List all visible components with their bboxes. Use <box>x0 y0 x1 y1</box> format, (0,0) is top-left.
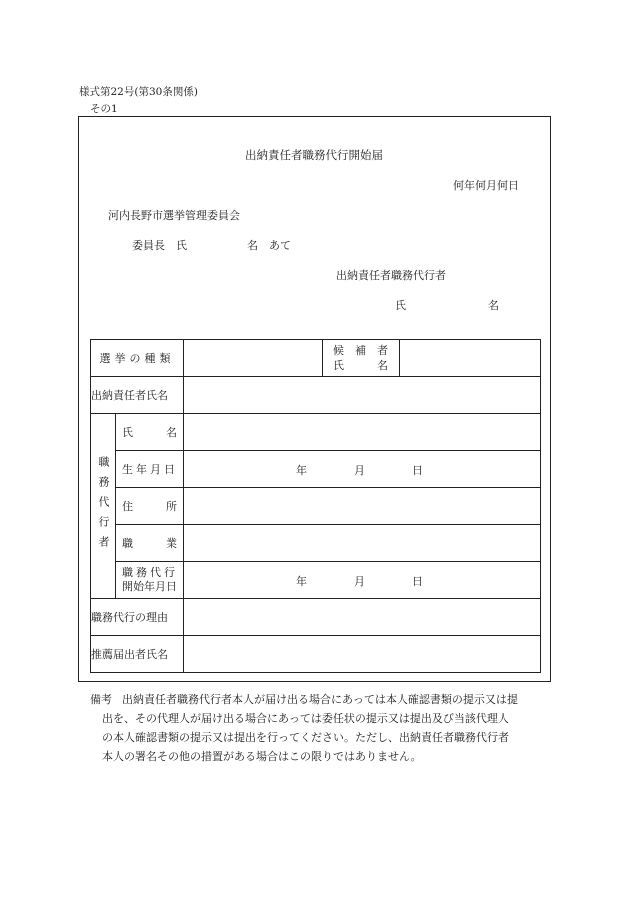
candidate-field[interactable] <box>400 340 541 377</box>
reason-field[interactable] <box>184 599 541 636</box>
row-treasurer <box>91 377 541 414</box>
agent-group-label: 職務代行者 <box>91 414 116 599</box>
row-agent-name <box>91 414 541 451</box>
submission-date: 何年何月何日 <box>453 179 519 192</box>
election-type-field[interactable] <box>184 340 323 377</box>
note-line-3: の本人確認書類の提示又は提出を行ってください。ただし、出納責任者職務代行者 <box>102 731 509 744</box>
recommender-field[interactable] <box>184 636 541 673</box>
application-table <box>90 339 541 673</box>
recommender-label: 推薦届出者氏名 <box>91 636 184 673</box>
form-title: 出納責任者職務代行開始届 <box>245 148 383 162</box>
agent-birth-field[interactable]: 年 月 日 <box>184 451 541 488</box>
agent-birth-label: 生年月日 <box>116 451 184 488</box>
addressee: 河内長野市選挙管理委員会 <box>108 209 240 222</box>
submitter-name-left: 氏 <box>395 299 406 312</box>
treasurer-name-field[interactable] <box>184 377 541 414</box>
agent-name-field[interactable] <box>184 414 541 451</box>
agent-occupation-label: 職 業 <box>116 525 184 562</box>
row-reason <box>91 599 541 636</box>
row-agent-birth <box>91 451 541 488</box>
row-recommender <box>91 636 541 673</box>
agent-start-field[interactable]: 年 月 日 <box>184 562 541 599</box>
election-type-label: 選挙の種類 <box>91 340 184 377</box>
note-label: 備考 <box>90 693 112 706</box>
row-agent-occupation <box>91 525 541 562</box>
row-election <box>91 340 541 377</box>
form-number: 様式第22号(第30条関係) <box>79 86 198 98</box>
row-agent-address <box>91 488 541 525</box>
agent-start-label: 職務代行 開始年月日 <box>116 562 184 599</box>
agent-address-label: 住 所 <box>116 488 184 525</box>
agent-name-label: 氏 名 <box>116 414 184 451</box>
reason-label: 職務代行の理由 <box>91 599 184 636</box>
agent-address-field[interactable] <box>184 488 541 525</box>
treasurer-name-label: 出納責任者氏名 <box>91 377 184 414</box>
submitter-name-right: 名 <box>488 299 499 312</box>
note-line-1: 出納責任者職務代行者本人が届け出る場合にあっては本人確認書類の提示又は提 <box>122 693 518 706</box>
chair-suffix: 名 あて <box>247 239 291 252</box>
row-agent-start <box>91 562 541 599</box>
note-line-4: 本人の署名その他の措置がある場合はこの限りではありません。 <box>102 750 422 763</box>
candidate-label: 候 補 者 氏 名 <box>323 340 400 377</box>
submitter-role: 出納責任者職務代行者 <box>336 269 446 282</box>
note-line-2: 出を、その代理人が届け出る場合にあっては委任状の提示又は提出及び当該代理人 <box>102 712 509 725</box>
form-part: その1 <box>90 103 118 115</box>
agent-occupation-field[interactable] <box>184 525 541 562</box>
chair-prefix: 委員長 氏 <box>132 239 187 252</box>
